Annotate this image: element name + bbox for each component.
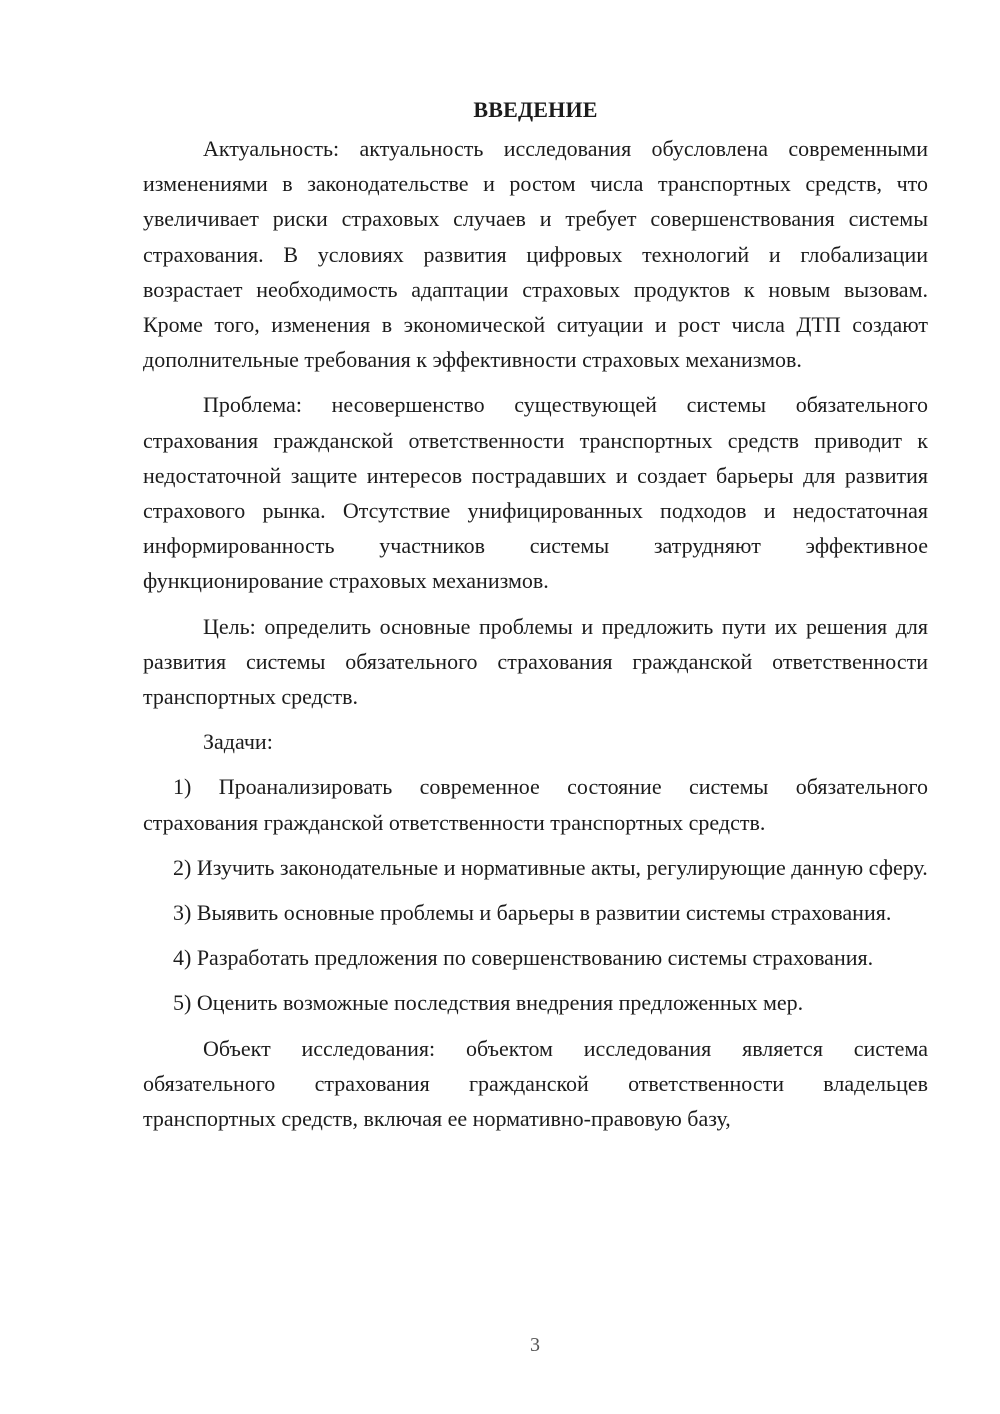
paragraph-problem: Проблема: несовершенство существующей системы обязательного страхования гражданской ответственности транспортных средств приводит к недостаточной защите интересов пострадавших и создает барьеры для развития страхового рынка. Отсутствие унифицированных подходов и недостаточная информированность участников системы затрудняют эффективное функционирование страховых механизмов. — [143, 392, 928, 594]
section-title: ВВЕДЕНИЕ — [473, 97, 598, 122]
task-item: 3) Выявить основные проблемы и барьеры в развитии системы страхования. — [173, 900, 892, 926]
page-number: 3 — [530, 1334, 540, 1356]
document-page — [143, 92, 928, 1146]
paragraph-goal: Цель: определить основные проблемы и предложить пути их решения для развития системы обязательного страхования гражданской ответственности транспортных средств. — [143, 613, 928, 710]
task-item: 4) Разработать предложения по совершенствованию системы страхования. — [173, 945, 874, 971]
paragraph-relevance: Актуальность: актуальность исследования обусловлена современными изменениями в законодательстве и ростом числа транспортных средств, что увеличивает риски страховых случаев и требует совершенствования системы страхования. В условиях развития цифровых технологий и глобализации возрастает необходимость адаптации страховых продуктов к новым вызовам. Кроме того, изменения в экономической ситуации и рост числа ДТП создают дополнительные требования к эффективности страховых механизмов. — [143, 136, 928, 373]
task-item: 1) Проанализировать современное состояние системы обязательного страхования гражданской ответственности транспортных средств. — [143, 774, 928, 835]
task-item: 5) Оценить возможные последствия внедрения предложенных мер. — [173, 990, 804, 1016]
task-item: 2) Изучить законодательные и нормативные акты, регулирующие данную сферу. — [173, 854, 928, 880]
tasks-label: Задачи: — [203, 729, 273, 755]
paragraph-object: Объект исследования: объектом исследования является система обязательного страхования гражданской ответственности владельцев транспортных средств, включая ее нормативно-правовую базу, — [143, 1035, 928, 1132]
